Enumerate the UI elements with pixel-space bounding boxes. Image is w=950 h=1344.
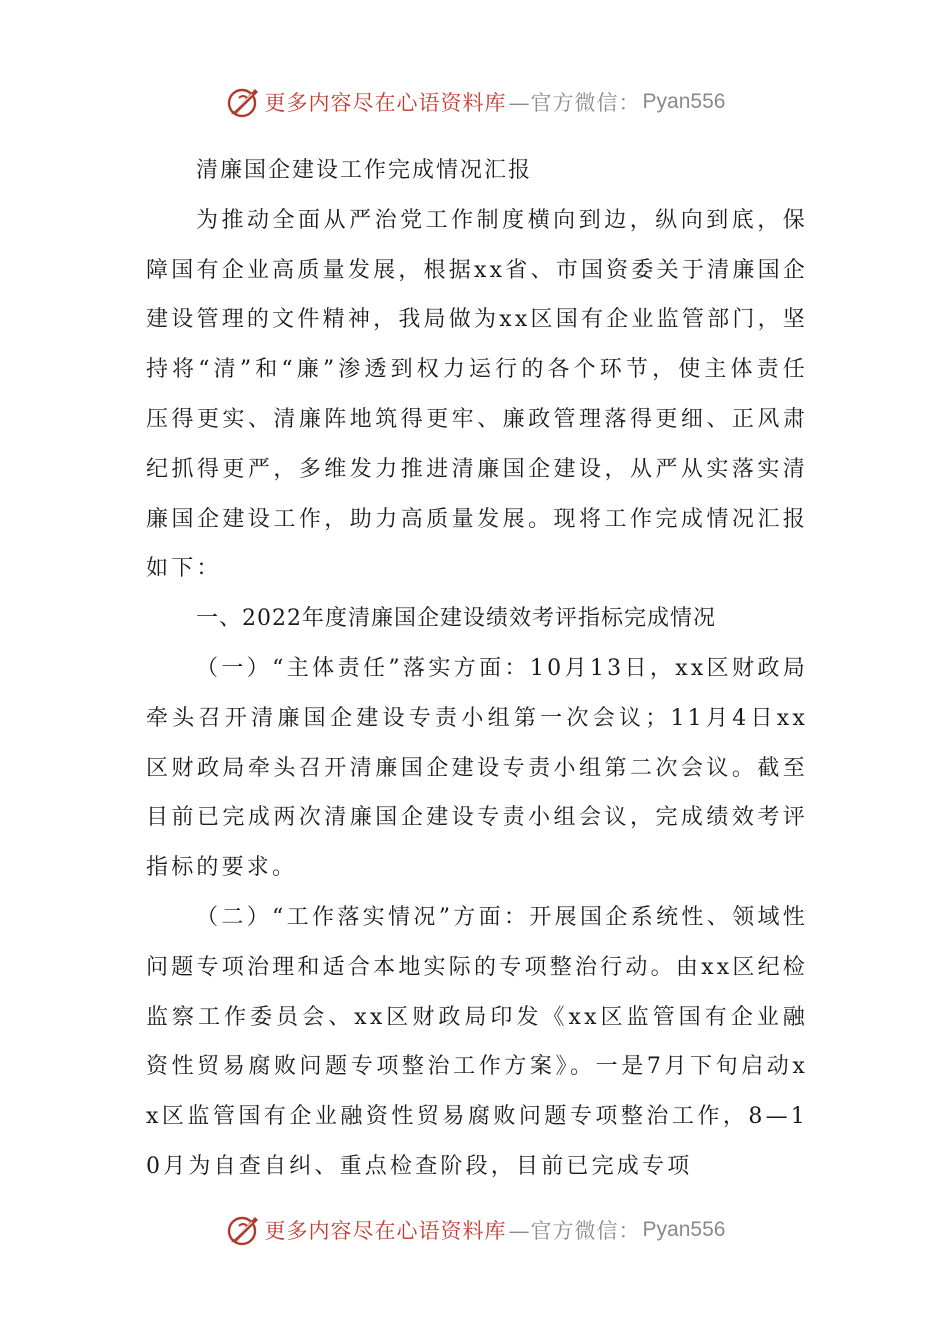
footer-watermark-banner bbox=[0, 1210, 950, 1250]
quill-logo-icon bbox=[225, 1213, 261, 1247]
quill-logo-icon bbox=[225, 85, 261, 119]
section-heading: 一、2022年度清廉国企建设绩效考评指标完成情况 bbox=[196, 606, 716, 632]
document-body bbox=[146, 146, 808, 1192]
subsection-responsibility-paragraph: （一）“主体责任”落实方面：10月13日，xx区财政局牵头召开清廉国企建设专责小组第一次会议；11月4日xx区财政局牵头召开清廉国企建设专责小组第二次会议。截至目前已完成两次清廉国企建设专责小组会议，完成绩效考评指标的要求。 bbox=[146, 655, 808, 881]
subsection-implementation-paragraph: （二）“工作落实情况”方面：开展国企系统性、领域性问题专项治理和适合本地实际的专项整治行动。由xx区纪检监察工作委员会、xx区财政局印发《xx区监管国有企业融资性贸易腐败问题专项整治工作方案》。一是7月下旬启动xx区监管国有企业融资性贸易腐败问题专项整治工作，8—10月为自查自纠、重点检查阶段，目前已完成专项 bbox=[146, 904, 808, 1179]
banner-brand-text: 更多内容尽在心语资料库 bbox=[264, 1219, 507, 1243]
header-watermark-banner bbox=[0, 82, 950, 122]
document-title: 清廉国企建设工作完成情况汇报 bbox=[196, 158, 533, 183]
banner-brand-text: 更多内容尽在心语资料库 bbox=[264, 91, 507, 115]
banner-official-label: —官方微信： bbox=[508, 1219, 641, 1243]
banner-wechat-id: Pyan556 bbox=[642, 1218, 726, 1241]
banner-wechat-id: Pyan556 bbox=[642, 90, 726, 113]
banner-official-label: —官方微信： bbox=[508, 91, 641, 115]
intro-paragraph: 为推动全面从严治党工作制度横向到边，纵向到底，保障国有企业高质量发展，根据xx省、市国资委关于清廉国企建设管理的文件精神，我局做为xx区国有企业监管部门，坚持将“清”和“廉”渗透到权力运行的各个环节，使主体责任压得更实、清廉阵地筑得更牢、廉政管理落得更细、正风肃纪抓得更严，多维发力推进清廉国企建设，从严从实落实清廉国企建设工作，助力高质量发展。现将工作完成情况汇报如下： bbox=[146, 207, 808, 582]
